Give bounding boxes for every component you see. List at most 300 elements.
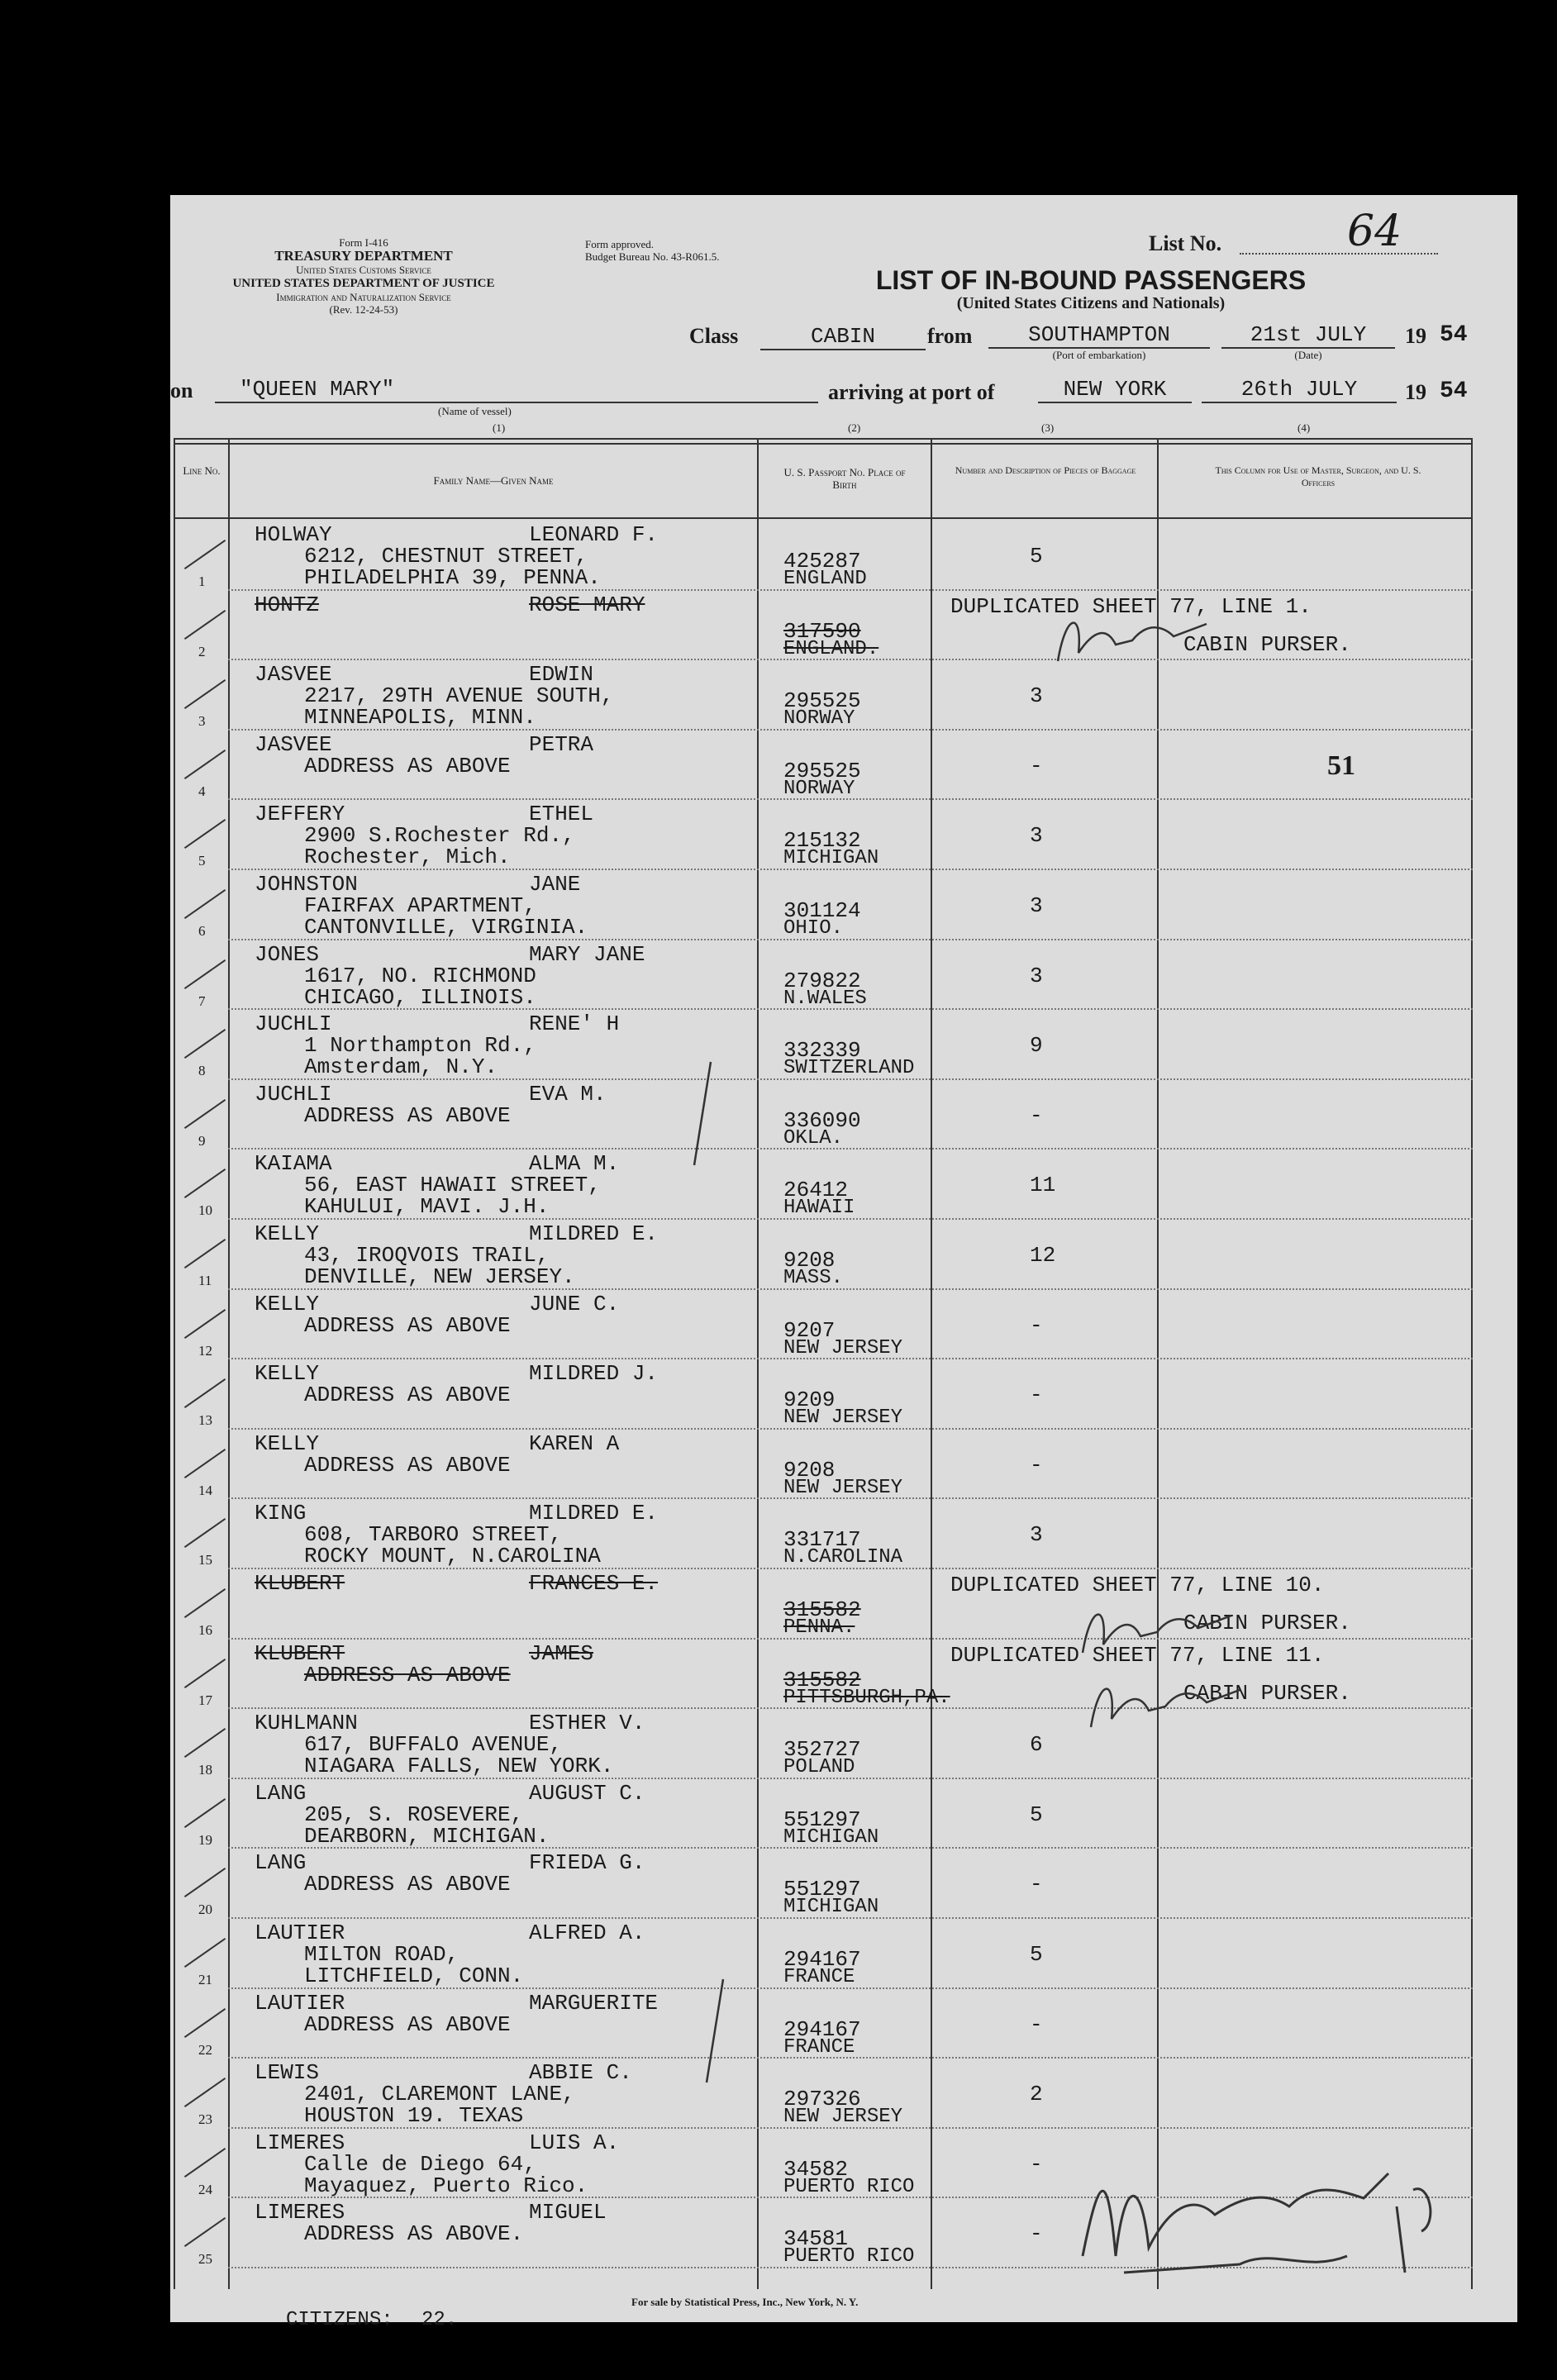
baggage-count: 5 — [1030, 544, 1043, 569]
place-of-birth: ENGLAND. — [783, 637, 879, 660]
treasury-dept: TREASURY DEPARTMENT — [274, 248, 453, 264]
address-line-2: Amsterdam, N.Y. — [304, 1054, 498, 1080]
binder-hole — [93, 502, 136, 545]
passport-number: 26412 — [783, 1178, 849, 1203]
binder-hole — [93, 1868, 136, 1911]
baggage-count: - — [1030, 1312, 1043, 1338]
line-number: 15 — [198, 1552, 212, 1568]
table-row — [174, 1220, 1473, 1289]
line-number: 23 — [198, 2111, 212, 2128]
check-mark — [184, 1728, 226, 1758]
baggage-count: 11 — [1030, 1173, 1056, 1198]
address-line-1: 56, EAST HAWAII STREET, — [304, 1173, 601, 1198]
baggage-count: - — [1030, 1452, 1043, 1478]
place-of-birth: NEW JERSEY — [783, 2106, 903, 2129]
officer-note: DUPLICATED SHEET 77, LINE 1. — [950, 593, 1312, 619]
check-mark — [184, 1659, 226, 1688]
family-name: KUHLMANN — [255, 1711, 358, 1736]
given-name: MARY JANE — [529, 941, 645, 967]
passport-number: 352727 — [783, 1737, 861, 1763]
place-of-birth: NEW JERSEY — [783, 1476, 903, 1499]
family-name: HONTZ — [255, 592, 320, 617]
family-name: KLUBERT — [255, 1571, 345, 1596]
passport-number: 317590 — [783, 618, 861, 644]
address-line-2: CANTONVILLE, VIRGINIA. — [304, 915, 588, 940]
line-number: 22 — [198, 2041, 212, 2058]
address-line-2: NIAGARA FALLS, NEW YORK. — [304, 1754, 614, 1779]
passport-number: 551297 — [783, 1877, 861, 1902]
table-top-rule-2 — [174, 443, 1473, 445]
binder-hole — [93, 1606, 136, 1649]
col-number-1: (1) — [493, 421, 506, 434]
given-name: RENE' H — [529, 1011, 620, 1037]
address-line-2: MINNEAPOLIS, MINN. — [304, 705, 536, 731]
line-number: 9 — [198, 1132, 206, 1149]
baggage-count: 3 — [1030, 963, 1043, 988]
baggage-count: - — [1030, 1872, 1043, 1897]
binder-hole — [93, 245, 136, 288]
given-name: ALFRED A. — [529, 1921, 645, 1945]
given-name: EVA M. — [529, 1081, 607, 1107]
inspector-signature — [1074, 2149, 1455, 2289]
passport-number: 294167 — [783, 1947, 861, 1972]
form-number: Form I-416 — [339, 236, 388, 249]
ins-service: Immigration and Naturalization Service — [276, 291, 451, 303]
table-row — [174, 1640, 1473, 1709]
given-name: ROSE MARY — [529, 592, 645, 617]
pen-mark — [686, 1975, 736, 2091]
given-name: MILDRED E. — [529, 1221, 659, 1246]
family-name: KELLY — [255, 1221, 320, 1246]
table-row — [174, 591, 1473, 660]
given-name: FRANCES E. — [529, 1571, 659, 1596]
table-row — [174, 1150, 1473, 1219]
check-mark — [184, 1518, 226, 1548]
place-of-birth: NEW JERSEY — [783, 1336, 903, 1359]
passport-number: 279822 — [783, 968, 861, 993]
port-embarkation: SOUTHAMPTON — [988, 322, 1210, 349]
line-number: 7 — [198, 992, 206, 1009]
budget-number: Budget Bureau No. 43-R061.5. — [585, 250, 720, 263]
table-row — [174, 1499, 1473, 1568]
family-name: LEWIS — [255, 2060, 320, 2086]
address-line-1: ADDRESS AS ABOVE — [304, 1383, 511, 1408]
col-header-passport: U. S. Passport No. Place of Birth — [783, 466, 906, 491]
place-of-birth: MASS. — [783, 1267, 844, 1289]
year-prefix-arrive: 19 — [1405, 380, 1426, 404]
departure-year: 54 — [1440, 322, 1468, 348]
check-mark — [184, 959, 226, 989]
arriving-label: arriving at port of — [828, 380, 995, 404]
table-row — [174, 1989, 1473, 2059]
document-title: LIST OF IN-BOUND PASSENGERS — [875, 265, 1307, 295]
place-of-birth: SWITZERLAND — [783, 1057, 915, 1080]
address-line-2: DEARBORN, MICHIGAN. — [304, 1823, 550, 1849]
given-name: ALMA M. — [529, 1151, 620, 1177]
line-number: 17 — [198, 1692, 212, 1708]
place-of-birth: FRANCE — [783, 1966, 855, 1988]
table-row — [174, 1849, 1473, 1918]
place-of-birth: N.WALES — [783, 987, 867, 1010]
baggage-count: - — [1030, 753, 1043, 778]
port-arrival: NEW YORK — [1038, 377, 1192, 403]
given-name: KAREN A — [529, 1430, 620, 1456]
address-line-2: Mayaquez, Puerto Rico. — [304, 2173, 588, 2198]
officer-note-2: CABIN PURSER. — [1183, 1611, 1351, 1635]
passport-number: 9209 — [783, 1388, 836, 1413]
form-header-left — [174, 236, 554, 316]
place-of-birth: PUERTO RICO — [783, 2175, 915, 2198]
given-name: LEONARD F. — [529, 522, 659, 547]
col-number-4: (4) — [1298, 421, 1311, 434]
place-of-birth: N.CAROLINA — [783, 1546, 903, 1569]
address-line-1: 6212, CHESTNUT STREET, — [304, 544, 588, 569]
from-label: from — [927, 324, 973, 348]
purser-signature — [1083, 1661, 1248, 1752]
given-name: ABBIE C. — [529, 2060, 632, 2086]
form-revision: (Rev. 12-24-53) — [329, 303, 398, 316]
check-mark — [184, 610, 226, 640]
family-name: JUCHLI — [255, 1011, 332, 1037]
table-row — [174, 1010, 1473, 1079]
passport-number: 9207 — [783, 1317, 836, 1343]
officer-note-2: CABIN PURSER. — [1183, 1680, 1351, 1706]
line-number: 19 — [198, 1831, 212, 1848]
address-line-1: MILTON ROAD, — [304, 1942, 459, 1967]
line-number: 18 — [198, 1762, 212, 1778]
address-line-2: CHICAGO, ILLINOIS. — [304, 984, 536, 1010]
place-of-birth: PITTSBURGH,PA. — [783, 1686, 950, 1709]
check-mark — [184, 889, 226, 919]
passport-number: 551297 — [783, 1806, 861, 1832]
baggage-count: 5 — [1030, 1942, 1043, 1967]
vessel-field — [215, 377, 818, 403]
family-name: JEFFERY — [255, 802, 345, 827]
check-mark — [184, 2078, 226, 2107]
family-name: JASVEE — [255, 731, 332, 757]
family-name: KELLY — [255, 1291, 320, 1316]
address-line-1: 205, S. ROSEVERE, — [304, 1802, 524, 1827]
list-no-value: 64 — [1347, 207, 1402, 256]
col-header-line: Line No. — [183, 464, 221, 477]
departure-date: 21st JULY — [1221, 322, 1395, 349]
check-mark — [184, 750, 226, 779]
table-row — [174, 660, 1473, 730]
passport-number: 295525 — [783, 758, 861, 783]
passport-number: 331717 — [783, 1527, 861, 1553]
given-name: PETRA — [529, 731, 594, 757]
check-mark — [184, 1798, 226, 1828]
place-of-birth: PUERTO RICO — [783, 2245, 915, 2268]
printer-credit: For sale by Statistical Press, Inc., New York, N. Y. — [631, 2296, 859, 2308]
table-row — [174, 731, 1473, 800]
col-number-3: (3) — [1041, 421, 1055, 434]
place-of-birth: PENNA. — [783, 1616, 855, 1639]
family-name: JASVEE — [255, 662, 332, 688]
table-row — [174, 940, 1473, 1010]
check-mark — [184, 2217, 226, 2247]
table-row — [174, 1709, 1473, 1778]
address-line-2: HOUSTON 19. TEXAS — [304, 2103, 524, 2129]
passport-number: 336090 — [783, 1107, 861, 1133]
passport-number: 34582 — [783, 2156, 849, 2182]
address-line-1: 1617, NO. RICHMOND — [304, 963, 536, 988]
officer-note-2: CABIN PURSER. — [1183, 631, 1351, 657]
line-number: 3 — [198, 713, 206, 730]
family-name: LANG — [255, 1780, 307, 1806]
place-of-birth: NORWAY — [783, 777, 855, 800]
col-header-name: Family Name—Given Name — [433, 474, 554, 487]
year-prefix: 19 — [1405, 324, 1426, 348]
binder-hole — [93, 892, 136, 935]
family-name: KELLY — [255, 1430, 320, 1456]
check-mark — [184, 1029, 226, 1059]
purser-signature — [1050, 595, 1215, 686]
binder-hole — [93, 2251, 136, 2294]
given-name: FRIEDA G. — [529, 1850, 645, 1876]
vessel-caption: (Name of vessel) — [438, 405, 512, 417]
table-row — [174, 1919, 1473, 1988]
officer-note: DUPLICATED SHEET 77, LINE 11. — [950, 1642, 1325, 1668]
family-name: HOLWAY — [255, 522, 332, 547]
family-name: KAIAMA — [255, 1151, 332, 1177]
check-mark — [184, 1588, 226, 1618]
table-row — [174, 2059, 1473, 2128]
address-line-1: Calle de Diego 64, — [304, 2151, 536, 2177]
address-line-1: ADDRESS AS ABOVE — [304, 1452, 511, 1478]
binder-hole — [93, 1735, 136, 1778]
line-number: 8 — [198, 1063, 206, 1079]
line-number: 11 — [198, 1273, 212, 1288]
passport-number: 297326 — [783, 2087, 861, 2112]
binder-hole — [93, 370, 136, 413]
given-name: JAMES — [529, 1640, 594, 1666]
given-name: ETHEL — [529, 802, 594, 827]
baggage-count: 2 — [1030, 2082, 1043, 2107]
check-mark — [184, 1309, 226, 1339]
line-number: 14 — [198, 1482, 212, 1498]
given-name: MARGUERITE — [529, 1990, 659, 2016]
place-of-birth: MICHIGAN — [783, 1825, 879, 1849]
citizens-total — [286, 2309, 457, 2331]
family-name: LAUTIER — [255, 1990, 345, 2016]
place-of-birth: POLAND — [783, 1756, 855, 1779]
check-mark — [184, 2148, 226, 2178]
address-line-1: ADDRESS AS ABOVE. — [304, 2221, 524, 2247]
place-of-birth: OKLA. — [783, 1126, 844, 1150]
address-line-1: 2900 S.Rochester Rd., — [304, 823, 575, 849]
family-name: LIMERES — [255, 2130, 345, 2155]
family-name: KING — [255, 1501, 307, 1526]
line-number: 2 — [198, 643, 206, 659]
address-line-1: FAIRFAX APARTMENT, — [304, 893, 536, 918]
place-of-birth: MICHIGAN — [783, 847, 879, 870]
family-name: KLUBERT — [255, 1640, 345, 1666]
baggage-count: 6 — [1030, 1732, 1043, 1758]
family-name: LIMERES — [255, 2200, 345, 2225]
line-number: 20 — [198, 1902, 212, 1918]
table-row — [174, 1430, 1473, 1499]
table-row — [174, 870, 1473, 940]
place-of-birth: OHIO. — [783, 917, 844, 940]
baggage-count: - — [1030, 2011, 1043, 2037]
baggage-count: - — [1030, 1102, 1043, 1128]
address-line-1: 43, IROQVOIS TRAIL, — [304, 1243, 550, 1268]
family-name: JOHNSTON — [255, 872, 358, 897]
place-of-birth: HAWAII — [783, 1197, 855, 1220]
place-of-birth: ENGLAND — [783, 568, 867, 590]
customs-service: United States Customs Service — [296, 264, 431, 276]
col-header-officers: This Column for Use of Master, Surgeon, and U. S. Officers — [1215, 464, 1421, 488]
family-name: JUCHLI — [255, 1081, 332, 1107]
given-name: MILDRED E. — [529, 1501, 659, 1526]
given-name: MIGUEL — [529, 2200, 607, 2225]
line-number: 16 — [198, 1622, 212, 1638]
binder-hole — [93, 2000, 136, 2043]
line-number: 10 — [198, 1202, 212, 1219]
passport-number: 315582 — [783, 1667, 861, 1692]
family-name: LANG — [255, 1850, 307, 1876]
check-mark — [184, 679, 226, 709]
list-no-line — [1240, 253, 1438, 255]
check-mark — [184, 540, 226, 569]
address-line-1: 1 Northampton Rd., — [304, 1033, 536, 1059]
baggage-count: 5 — [1030, 1802, 1043, 1827]
baggage-count: - — [1030, 2151, 1043, 2177]
citizens-count: 22. — [421, 2309, 458, 2331]
citizens-label: CITIZENS: — [286, 2309, 393, 2331]
address-line-1: ADDRESS AS ABOVE — [304, 1312, 511, 1338]
col-number-2: (2) — [848, 421, 861, 434]
address-line-2: DENVILLE, NEW JERSEY. — [304, 1264, 575, 1289]
check-mark — [184, 2008, 226, 2038]
address-line-2: PHILADELPHIA 39, PENNA. — [304, 565, 601, 590]
passport-number: 34581 — [783, 2226, 849, 2252]
passport-number: 301124 — [783, 898, 861, 923]
check-mark — [184, 1378, 226, 1408]
place-of-birth: MICHIGAN — [783, 1896, 879, 1919]
check-mark — [184, 1868, 226, 1897]
baggage-count: 12 — [1030, 1243, 1056, 1268]
pen-mark — [678, 1058, 727, 1173]
check-mark — [184, 1099, 226, 1129]
given-name: JANE — [529, 872, 581, 897]
line-number: 12 — [198, 1342, 212, 1359]
baggage-count: - — [1030, 2221, 1043, 2247]
place-of-birth: FRANCE — [783, 2035, 855, 2059]
binder-hole — [93, 767, 136, 810]
address-line-2: LITCHFIELD, CONN. — [304, 1963, 524, 1988]
baggage-count: 3 — [1030, 893, 1043, 918]
approved-text: Form approved. — [585, 238, 655, 250]
port-embark-caption: (Port of embarkation) — [1052, 349, 1146, 361]
arrival-year: 54 — [1440, 378, 1468, 404]
address-line-1: ADDRESS AS ABOVE — [304, 2011, 511, 2037]
address-line-1: ADDRESS AS ABOVE — [304, 1662, 511, 1687]
line-number: 6 — [198, 923, 206, 939]
family-name: KELLY — [255, 1361, 320, 1387]
given-name: JUNE C. — [529, 1291, 620, 1316]
col-header-baggage: Number and Description of Pieces of Baggage — [955, 464, 1136, 476]
arrival-date: 26th JULY — [1202, 377, 1397, 403]
on-label: on — [170, 378, 193, 402]
officer-note: DUPLICATED SHEET 77, LINE 10. — [950, 1573, 1325, 1597]
line-number: 25 — [198, 2251, 212, 2268]
address-line-1: 2401, CLAREMONT LANE, — [304, 2082, 575, 2107]
table-row — [174, 800, 1473, 869]
justice-dept: UNITED STATES DEPARTMENT OF JUSTICE — [232, 277, 495, 290]
check-mark — [184, 819, 226, 849]
table-row — [174, 1359, 1473, 1429]
table-row — [174, 1779, 1473, 1849]
table-row — [174, 1569, 1473, 1639]
address-line-1: 2217, 29TH AVENUE SOUTH, — [304, 683, 614, 709]
passport-number: 315582 — [783, 1597, 861, 1622]
passport-number: 9208 — [783, 1457, 836, 1483]
passport-number: 295525 — [783, 688, 861, 714]
line-number: 1 — [198, 574, 206, 589]
line-number: 13 — [198, 1412, 212, 1429]
passport-number: 9208 — [783, 1248, 836, 1273]
list-no-label: List No. — [1149, 231, 1222, 255]
passport-number: 425287 — [783, 549, 861, 574]
address-line-1: ADDRESS AS ABOVE — [304, 753, 511, 778]
form-approval — [585, 238, 719, 263]
address-line-2: ROCKY MOUNT, N.CAROLINA — [304, 1544, 601, 1569]
class-label: Class — [689, 324, 739, 348]
line-number: 5 — [198, 853, 206, 869]
line-number: 21 — [198, 1972, 212, 1987]
table-top-rule — [174, 438, 1473, 440]
class-value: CABIN — [760, 324, 926, 350]
given-name: ESTHER V. — [529, 1711, 645, 1736]
address-line-1: ADDRESS AS ABOVE — [304, 1872, 511, 1897]
given-name: LUIS A. — [529, 2130, 620, 2155]
passport-number: 215132 — [783, 828, 861, 854]
table-row — [174, 521, 1473, 590]
line-number: 4 — [198, 783, 206, 799]
passport-number: 332339 — [783, 1038, 861, 1064]
address-line-1: ADDRESS AS ABOVE — [304, 1102, 511, 1128]
line-number: 24 — [198, 2181, 212, 2197]
date-caption: (Date) — [1294, 349, 1322, 361]
address-line-2: KAHULUI, MAVI. J.H. — [304, 1194, 550, 1220]
document-subtitle: (United States Citizens and Nationals) — [956, 294, 1226, 312]
baggage-count: 3 — [1030, 823, 1043, 849]
baggage-count: 3 — [1030, 683, 1043, 709]
address-line-1: 617, BUFFALO AVENUE, — [304, 1732, 563, 1758]
baggage-count: 9 — [1030, 1033, 1043, 1059]
baggage-count: 3 — [1030, 1522, 1043, 1548]
table-row — [174, 1080, 1473, 1150]
table-row — [174, 1290, 1473, 1359]
place-of-birth: NEW JERSEY — [783, 1407, 903, 1430]
given-name: AUGUST C. — [529, 1780, 645, 1806]
officer-note: 51 — [1327, 750, 1355, 781]
check-mark — [184, 1239, 226, 1269]
family-name: JONES — [255, 941, 320, 967]
place-of-birth: NORWAY — [783, 707, 855, 731]
header-bottom-rule — [174, 517, 1473, 519]
address-line-1: 608, TARBORO STREET, — [304, 1522, 563, 1548]
binder-hole — [93, 635, 136, 678]
check-mark — [184, 1938, 226, 1968]
check-mark — [184, 1449, 226, 1478]
check-mark — [184, 1169, 226, 1198]
address-line-2: Rochester, Mich. — [304, 845, 511, 870]
baggage-count: - — [1030, 1383, 1043, 1408]
family-name: LAUTIER — [255, 1921, 345, 1945]
